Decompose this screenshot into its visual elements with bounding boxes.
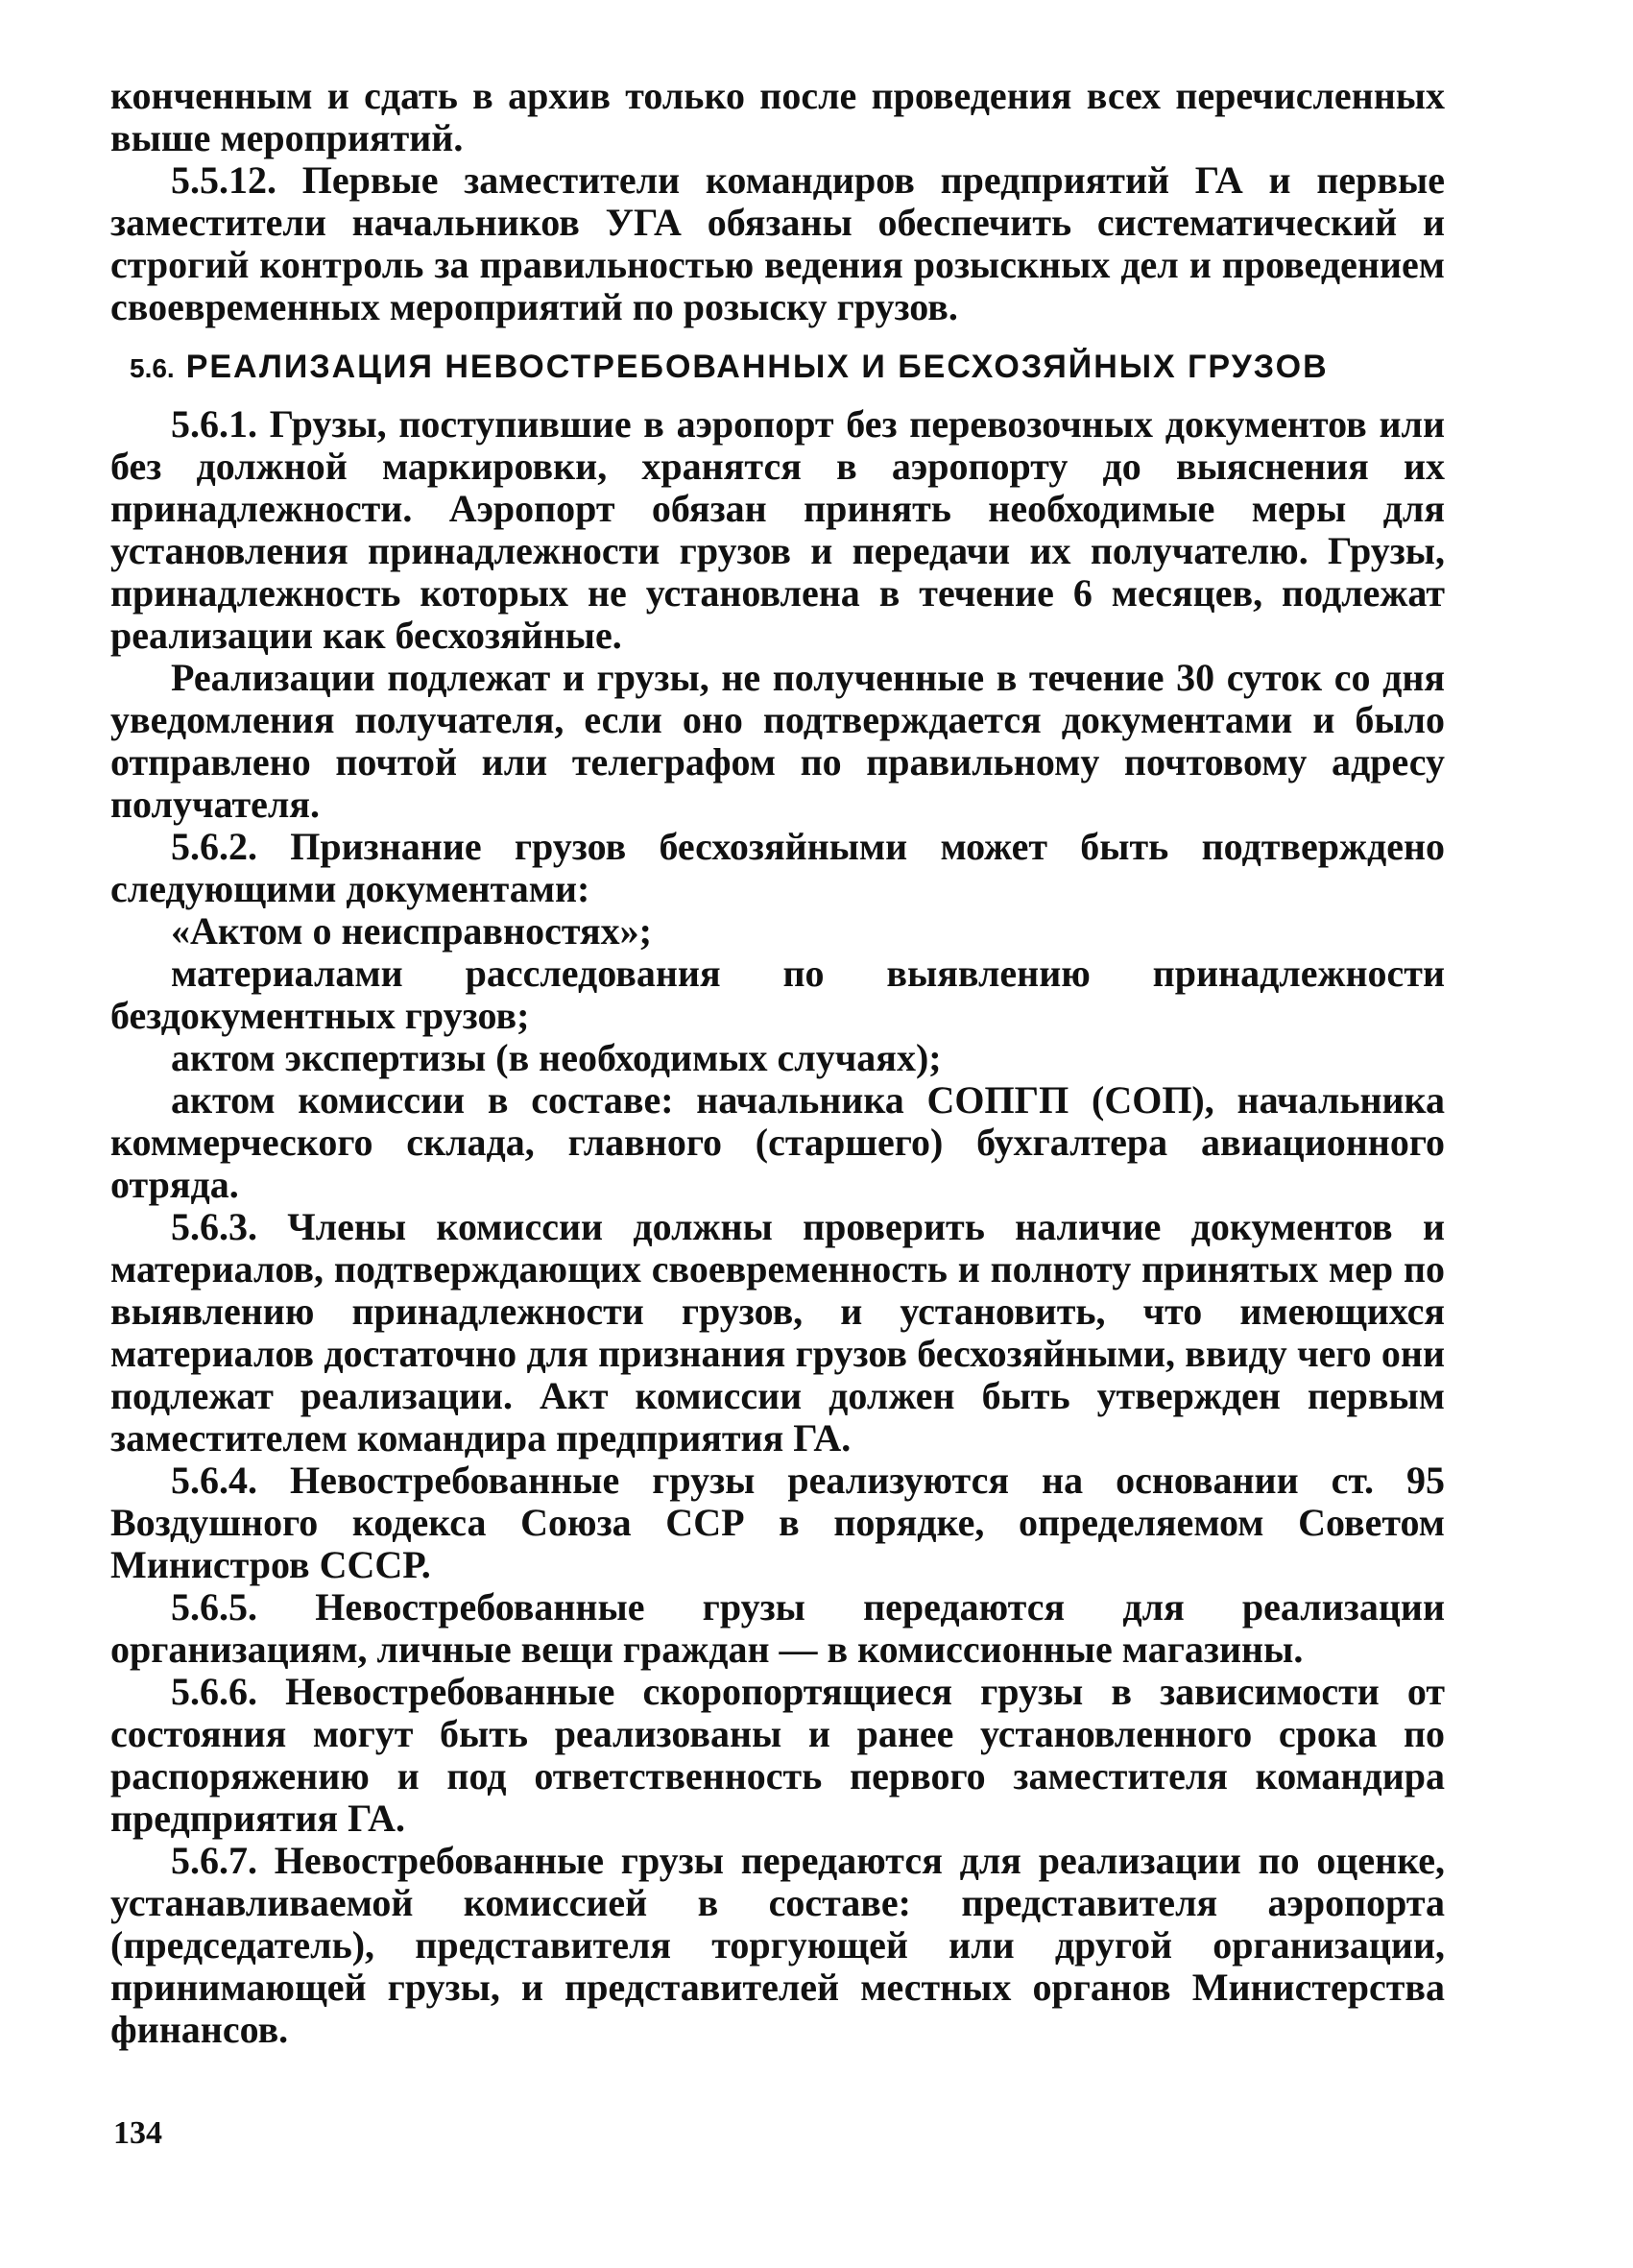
paragraph-5-6-3: 5.6.3. Члены комиссии должны проверить наличие документов и материалов, подтверждающих своевременность и полноту принятых мер по выявлению принадлежности грузов, и установить, что имеющихся материалов достаточно для признания грузов бесхозяйными, ввиду чего они подлежат реализации. Акт комиссии должен быть утвержден первым заместителем командира предприятия ГА. [110, 1205, 1445, 1460]
paragraph-30-days: Реализации подлежат и грузы, не полученные в течение 30 суток со дня уведомления получателя, если оно подтверждается документами и было отправлено почтой или телеграфом по правильному почтовому адресу получателя. [110, 656, 1445, 826]
paragraph-5-6-2: 5.6.2. Признание грузов бесхозяйными может быть подтверждено следующими документами: [110, 825, 1445, 910]
paragraph-5-6-4: 5.6.4. Невостребованные грузы реализуются на основании ст. 95 Воздушного кодекса Союза ССР в порядке, определяемом Советом Министров СССР. [110, 1459, 1445, 1586]
paragraph-5-6-1: 5.6.1. Грузы, поступившие в аэропорт без перевозочных документов или без должной маркировки, хранятся в аэропорту до выяснения их принадлежности. Аэропорт обязан принять необходимые меры для установления принадлежности грузов и передачи их получателю. Грузы, принадлежность которых не установлена в течение 6 месяцев, подлежат реализации как бесхозяйные. [110, 402, 1445, 657]
section-heading [130, 346, 1445, 390]
paragraph-continuation: конченным и сдать в архив только после проведения всех перечисленных выше мероприятий. [110, 74, 1445, 159]
list-item-expertise-act: актом экспертизы (в необходимых случаях); [171, 1036, 942, 1079]
list-item-act-of-faults: «Актом о неисправностях»; [171, 909, 652, 953]
paragraph-5-6-6: 5.6.6. Невостребованные скоропортящиеся грузы в зависимости от состояния могут быть реализованы и ранее установленного срока по распоряжению и под ответственность первого заместителя командира предприятия ГА. [110, 1670, 1445, 1840]
section-number: 5.6. [130, 353, 175, 383]
list-item-commission-act: актом комиссии в составе: начальника СОПГП (СОП), начальника коммерческого склада, главного (старшего) бухгалтера авиационного отряда. [110, 1078, 1445, 1206]
paragraph-5-5-12: 5.5.12. Первые заместители командиров предприятий ГА и первые заместители начальников УГА обязаны обеспечить систематический и строгий контроль за правильностью ведения розыскных дел и проведением своевременных мероприятий по розыску грузов. [110, 158, 1445, 328]
section-title: РЕАЛИЗАЦИЯ НЕВОСТРЕБОВАННЫХ И БЕСХОЗЯЙНЫХ ГРУЗОВ [185, 349, 1329, 385]
paragraph-5-6-7: 5.6.7. Невостребованные грузы передаются для реализации по оценке, устанавливаемой комиссией в составе: представителя аэропорта (председатель), представителя торгующей или другой организации, принимающей грузы, и представителей местных органов Министерства финансов. [110, 1839, 1445, 2051]
page-number: 134 [113, 2115, 162, 2151]
page-body [110, 75, 1445, 2051]
list-item-investigation-materials: материалами расследования по выявлению принадлежности бездокументных грузов; [110, 952, 1445, 1037]
paragraph-5-6-5: 5.6.5. Невостребованные грузы передаются для реализации организациям, личные вещи граждан — в комиссионные магазины. [110, 1585, 1445, 1671]
